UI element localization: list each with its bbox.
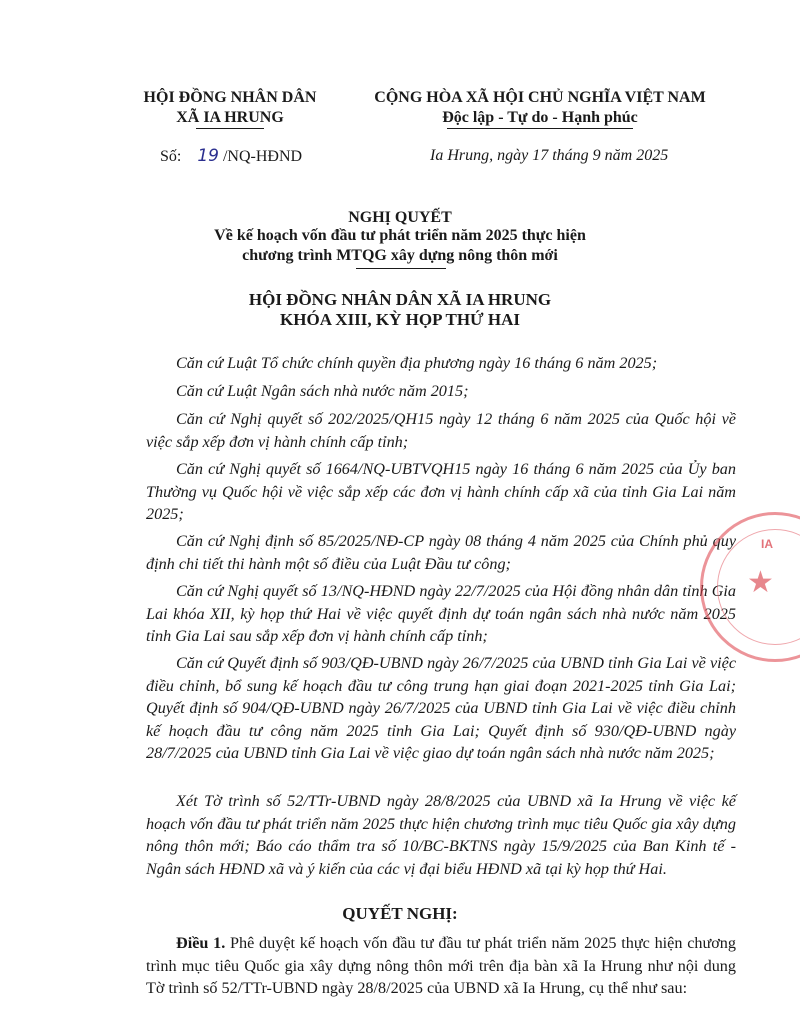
article-1	[146, 932, 736, 1000]
issuer-name: HỘI ĐỒNG NHÂN DÂN	[143, 89, 317, 106]
number-prefix: Số:	[160, 148, 182, 165]
country-name: CỘNG HÒA XÃ HỘI CHỦ NGHĨA VIỆT NAM	[374, 89, 706, 106]
document-number	[160, 146, 302, 167]
session-heading: KHÓA XIII, KỲ HỌP THỨ HAI	[280, 310, 520, 329]
article-1-label: Điều 1.	[176, 934, 226, 952]
basis-paragraph-2: Căn cứ Luật Ngân sách nhà nước năm 2015;	[176, 382, 469, 400]
national-motto-block	[350, 88, 730, 128]
place-date: Ia Hrung, ngày 17 tháng 9 năm 2025	[430, 147, 669, 164]
basis-paragraph-7: Căn cứ Quyết định số 903/QĐ-UBND ngày 26/7/2025 của UBND tỉnh Gia Lai về việc điều chỉnh, bổ sung kế hoạch đầu tư công trung hạn giai đoạn 2021-2025 tỉnh Gia Lai; Quyết định số 904/QĐ-UBND ngày 26/7/2025 của UBND tỉnh Gia Lai về việc điều chỉnh kế hoạch đầu tư công năm 2025 tỉnh Gia Lai; Quyết định số 930/QĐ-UBND ngày 28/7/2025 của UBND tỉnh Gia Lai về việc giao dự toán ngân sách nhà nước năm 2025;	[146, 654, 736, 762]
decision-heading: QUYẾT NGHỊ:	[342, 904, 458, 923]
basis-paragraph-1: Căn cứ Luật Tổ chức chính quyền địa phương ngày 16 tháng 6 năm 2025;	[176, 354, 658, 372]
council-heading: HỘI ĐỒNG NHÂN DÂN XÃ IA HRUNG	[248, 290, 552, 309]
issuer-commune: XÃ IA HRUNG	[176, 109, 284, 126]
issuer-block	[120, 88, 340, 128]
basis-paragraph-8: Xét Tờ trình số 52/TTr-UBND ngày 28/8/2025 của UBND xã Ia Hrung về việc kế hoạch vốn đầu tư phát triển năm 2025 thực hiện chương trình mục tiêu Quốc gia xây dựng nông thôn mới; Báo cáo thẩm tra số 10/BC-BKTNS ngày 15/9/2025 của Ban Kinh tế - Ngân sách HĐND xã và ý kiến của các vị đại biểu HĐND xã tại kỳ họp thứ Hai.	[146, 792, 736, 878]
article-1-text: Phê duyệt kế hoạch vốn đầu tư đầu tư phát triển năm 2025 thực hiện chương trình mục tiêu Quốc gia xây dựng nông thôn mới trên địa bàn xã Ia Hrung như nội dung Tờ trình số 52/TTr-UBND ngày 28/8/2025 của UBND xã Ia Hrung, cụ thể như sau:	[146, 934, 736, 997]
seal-star-icon: ★	[747, 566, 774, 599]
basis-paragraph-4: Căn cứ Nghị quyết số 1664/NQ-UBTVQH15 ngày 16 tháng 6 năm 2025 của Ủy ban Thường vụ Quốc hội về việc sắp xếp các đơn vị hành chính cấp xã của tỉnh Gia Lai năm 2025;	[146, 460, 736, 523]
number-handwritten: 19	[197, 146, 219, 166]
basis-paragraph-6: Căn cứ Nghị quyết số 13/NQ-HĐND ngày 22/7/2025 của Hội đồng nhân dân tỉnh Gia Lai khóa XII, kỳ họp thứ Hai về việc quyết định dự toán ngân sách nhà nước năm 2025 tỉnh Gia Lai sau sắp xếp đơn vị hành chính cấp tỉnh;	[146, 582, 736, 645]
subject-underline	[356, 268, 446, 269]
subject-line-2: chương trình MTQG xây dựng nông thôn mới	[242, 247, 558, 264]
number-suffix: /NQ-HĐND	[222, 148, 303, 165]
motto: Độc lập - Tự do - Hạnh phúc	[442, 109, 638, 126]
basis-paragraph-3: Căn cứ Nghị quyết số 202/2025/QH15 ngày 12 tháng 6 năm 2025 của Quốc hội về việc sắp xếp đơn vị hành chính cấp tỉnh;	[146, 410, 736, 451]
document-type: NGHỊ QUYẾT	[348, 209, 452, 226]
motto-underline	[447, 128, 633, 129]
subject-line-1: Về kế hoạch vốn đầu tư phát triển năm 2025 thực hiện	[214, 227, 586, 244]
basis-paragraph-5: Căn cứ Nghị định số 85/2025/NĐ-CP ngày 08 tháng 4 năm 2025 của Chính phủ quy định chi tiết thi hành một số điều của Luật Đầu tư công;	[146, 532, 736, 573]
seal-text: IA	[761, 537, 773, 551]
issuer-underline	[196, 128, 264, 129]
